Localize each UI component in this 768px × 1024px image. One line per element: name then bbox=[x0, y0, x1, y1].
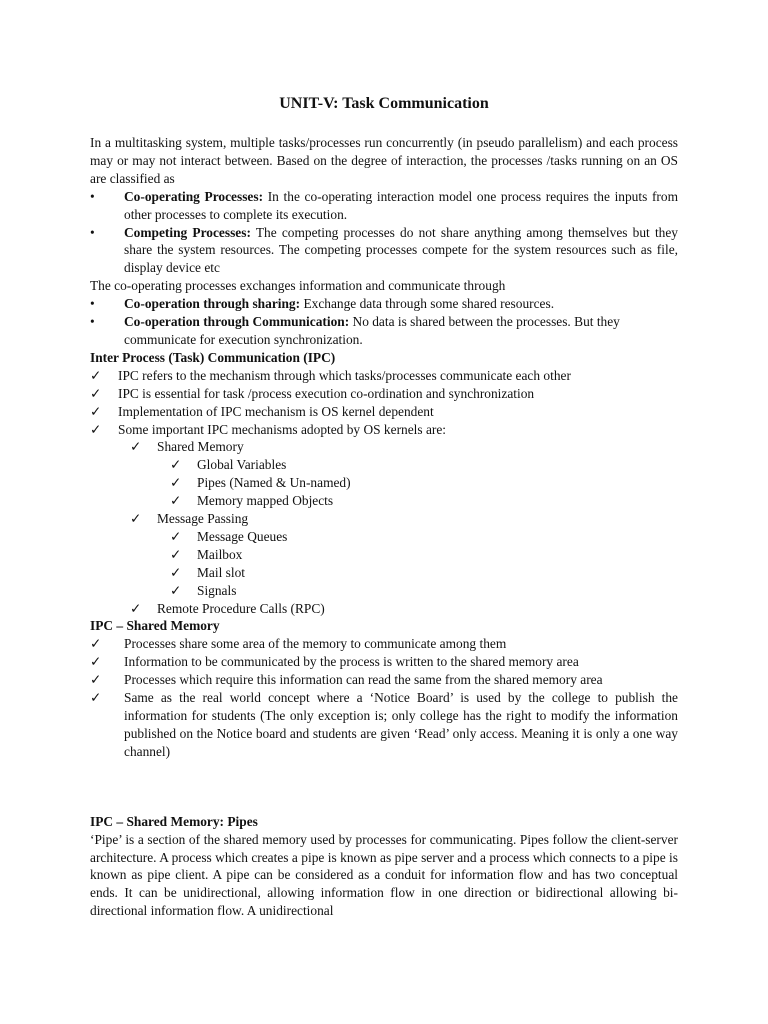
list-item-text: Mail slot bbox=[197, 564, 245, 580]
term-label: Co-operation through Communication: bbox=[124, 314, 350, 330]
spacer bbox=[90, 761, 678, 813]
bullet-marker: • bbox=[90, 188, 95, 204]
pipes-heading: IPC – Shared Memory: Pipes bbox=[90, 813, 258, 829]
list-item-text: Processes share some area of the memory to communicate among them bbox=[124, 636, 507, 652]
term-description: In the co-operating interaction model one process requires the inputs from other processes to complete its execution. bbox=[124, 188, 679, 222]
check-icon: ✓ bbox=[90, 654, 102, 670]
ipc-heading: Inter Process (Task) Communication (IPC) bbox=[90, 349, 336, 365]
check-icon: ✓ bbox=[170, 582, 182, 598]
list-item-text: Memory mapped Objects bbox=[197, 493, 334, 509]
check-icon: ✓ bbox=[170, 493, 182, 509]
list-item bbox=[90, 653, 678, 671]
list-item-text: Processes which require this information can read the same from the shared memory area bbox=[124, 672, 603, 688]
list-item-text: Message Queues bbox=[197, 528, 288, 544]
list-item bbox=[90, 403, 678, 421]
list-item-text: Shared Memory bbox=[157, 439, 244, 455]
term-description: The competing processes do not share anything among themselves but they share the system resources. The competing processes compete for the system resources such as file, display device etc bbox=[124, 224, 678, 276]
list-item-text: Global Variables bbox=[197, 457, 287, 473]
list-item-text: Remote Procedure Calls (RPC) bbox=[157, 600, 325, 616]
check-icon: ✓ bbox=[90, 690, 102, 706]
bullet-marker: • bbox=[90, 296, 95, 312]
bullet-marker: • bbox=[90, 224, 95, 240]
list-item bbox=[90, 492, 678, 510]
list-item-message-passing bbox=[90, 510, 678, 528]
list-item bbox=[90, 456, 678, 474]
list-item-sharing bbox=[90, 295, 678, 313]
check-icon: ✓ bbox=[170, 475, 182, 491]
list-item-text: Some important IPC mechanisms adopted by OS kernels are: bbox=[118, 421, 447, 437]
term-label: Co-operation through sharing: bbox=[124, 296, 301, 312]
term-description: Exchange data through some shared resources. bbox=[300, 296, 555, 312]
cooperating-intro: The co-operating processes exchanges information and communicate through bbox=[90, 278, 506, 294]
list-item bbox=[90, 546, 678, 564]
list-item-text: Same as the real world concept where a ‘Notice Board’ is used by the college to publish the information for students (The only exception is; only college has the right to modify the information published on the Notice board and students are given ‘Read’ only access. Meaning it is only a one way channel) bbox=[124, 690, 678, 759]
list-item bbox=[90, 564, 678, 582]
check-icon: ✓ bbox=[90, 367, 102, 383]
check-icon: ✓ bbox=[90, 672, 102, 688]
list-item-competing bbox=[90, 224, 678, 278]
intro-paragraph: In a multitasking system, multiple tasks/processes run concurrently (in pseudo parallelism) and each process may or may not interact between. Based on the degree of interaction, the processes /tasks running on an OS are classified as bbox=[90, 135, 678, 186]
list-item-text: Signals bbox=[197, 582, 237, 598]
bullet-marker: • bbox=[90, 314, 95, 330]
term-label: Co-operating Processes: bbox=[124, 188, 264, 204]
check-icon: ✓ bbox=[130, 439, 142, 455]
term-label: Competing Processes: bbox=[124, 224, 251, 240]
check-icon: ✓ bbox=[130, 511, 142, 527]
check-icon: ✓ bbox=[90, 403, 102, 419]
list-item-shared-memory bbox=[90, 438, 678, 456]
document-title: UNIT-V: Task Communication bbox=[279, 95, 489, 112]
check-icon: ✓ bbox=[130, 600, 142, 616]
term-description: No data is shared between the processes. But they communicate for execution synchronization. bbox=[124, 314, 620, 347]
document-body bbox=[90, 134, 678, 920]
list-item-text: Pipes (Named & Un-named) bbox=[197, 475, 351, 491]
check-icon: ✓ bbox=[90, 385, 102, 401]
list-item-text: Mailbox bbox=[197, 546, 243, 562]
check-icon: ✓ bbox=[170, 457, 182, 473]
list-item bbox=[90, 635, 678, 653]
list-item-text: IPC is essential for task /process execution co-ordination and synchronization bbox=[118, 385, 535, 401]
list-item bbox=[90, 528, 678, 546]
list-item-rpc bbox=[90, 600, 678, 618]
list-item bbox=[90, 582, 678, 600]
list-item bbox=[90, 367, 678, 385]
check-icon: ✓ bbox=[170, 546, 182, 562]
check-icon: ✓ bbox=[90, 636, 102, 652]
list-item-text: IPC refers to the mechanism through which tasks/processes communicate each other bbox=[118, 367, 571, 383]
list-item-text: Message Passing bbox=[157, 511, 249, 527]
list-item-text: Implementation of IPC mechanism is OS kernel dependent bbox=[118, 403, 434, 419]
list-item bbox=[90, 474, 678, 492]
list-item bbox=[90, 385, 678, 403]
list-item bbox=[90, 689, 678, 761]
list-item bbox=[90, 671, 678, 689]
pipes-paragraph: ‘Pipe’ is a section of the shared memory used by processes for communicating. Pipes follow the client-server architecture. A process which creates a pipe is known as pipe server and a process which connects to a pipe is known as pipe client. A pipe can be considered as a conduit for information flow and has two conceptual ends. It can be unidirectional, allowing information flow in one direction or bidirectional allowing bi-directional information flow. A unidirectional bbox=[90, 831, 678, 919]
check-icon: ✓ bbox=[170, 528, 182, 544]
list-item-text: Information to be communicated by the process is written to the shared memory area bbox=[124, 654, 579, 670]
shared-memory-heading: IPC – Shared Memory bbox=[90, 618, 220, 634]
list-item-communication bbox=[90, 313, 678, 349]
list-item-cooperating bbox=[90, 188, 678, 224]
check-icon: ✓ bbox=[170, 564, 182, 580]
list-item bbox=[90, 421, 678, 439]
check-icon: ✓ bbox=[90, 421, 102, 437]
